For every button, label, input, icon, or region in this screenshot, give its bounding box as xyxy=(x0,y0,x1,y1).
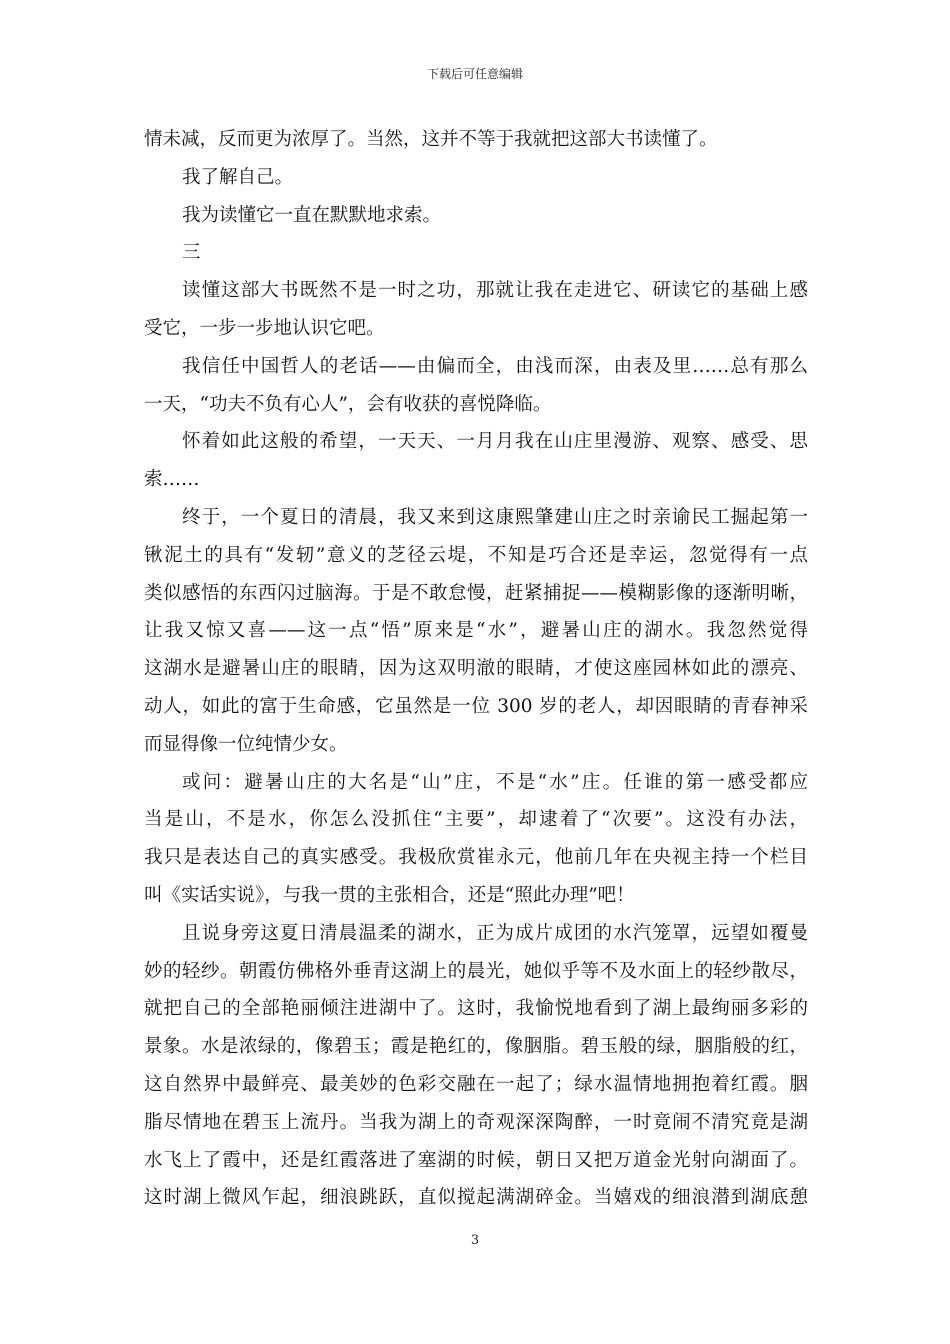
text-line: 锹泥土的具有“发轫”意义的芝径云堤，不知是巧合还是幸运，忽觉得有一点 xyxy=(144,544,808,566)
text-line: 妙的轻纱。朝霞仿佛格外垂青这湖上的晨光，她似乎等不及水面上的轻纱散尽， xyxy=(144,960,808,982)
text-line: 受它，一步一步地认识它吧。 xyxy=(144,317,385,339)
text-line: 且说身旁这夏日清晨温柔的湖水，正为成片成团的水汽笼罩，远望如覆曼 xyxy=(182,922,808,944)
section-heading: 三 xyxy=(182,242,201,264)
text-line: 这自然界中最鲜亮、最美妙的色彩交融在一起了；绿水温情地拥抱着红霞。胭 xyxy=(144,1073,808,1095)
text-line: 景象。水是浓绿的，像碧玉；霞是艳红的，像胭脂。碧玉般的绿，胭脂般的红， xyxy=(144,1036,808,1058)
text-line: 类似感悟的东西闪过脑海。于是不敢怠慢，赶紧捕捉——模糊影像的逐渐明晰， xyxy=(144,582,808,604)
text-line: 我信任中国哲人的老话——由偏而全，由浅而深，由表及里……总有那么 xyxy=(182,355,808,377)
text-line: 索…… xyxy=(144,469,200,491)
text-line: 动人，如此的富于生命感，它虽然是一位 300 岁的老人，却因眼睛的青春神采 xyxy=(144,695,808,717)
text-line: 这时湖上微风乍起，细浪跳跃，直似搅起满湖碎金。当嬉戏的细浪潜到湖底憩 xyxy=(144,1187,808,1209)
text-line: 我了解自己。 xyxy=(182,166,294,188)
text-line: 水飞上了霞中，还是红霞落进了塞湖的时候，朝日又把万道金光射向湖面了。 xyxy=(144,1149,808,1171)
text-line: 终于，一个夏日的清晨，我又来到这康熙肇建山庄之时亲谕民工掘起第一 xyxy=(182,506,808,528)
text-line: 读懂这部大书既然不是一时之功，那就让我在走进它、研读它的基础上感 xyxy=(182,280,808,302)
document-body xyxy=(144,121,808,1217)
text-line: 脂尽情地在碧玉上流丹。当我为湖上的奇观深深陶醉，一时竟闹不清究竟是湖 xyxy=(144,1111,808,1133)
text-line: 我只是表达自己的真实感受。我极欣赏崔永元，他前几年在央视主持一个栏目 xyxy=(144,847,808,869)
text-line: 而显得像一位纯情少女。 xyxy=(144,733,348,755)
text-line: 让我又惊又喜——这一点“悟”原来是“水”，避暑山庄的湖水。我忽然觉得 xyxy=(144,620,808,642)
text-line: 怀着如此这般的希望，一天天、一月月我在山庄里漫游、观察、感受、思 xyxy=(182,431,808,453)
text-line: 当是山，不是水，你怎么没抓住“主要”，却逮着了“次要”。这没有办法， xyxy=(144,809,808,831)
text-line: 叫《实话实说》，与我一贯的主张相合，还是“照此办理”吧！ xyxy=(144,884,635,906)
text-line: 情未减，反而更为浓厚了。当然，这并不等于我就把这部大书读懂了。 xyxy=(144,129,718,150)
page-header: 下载后可任意编辑 xyxy=(426,67,523,81)
text-line: 或问：避暑山庄的大名是“山”庄，不是“水”庄。任谁的第一感受都应 xyxy=(182,771,808,793)
text-line: 一天，“功夫不负有心人”，会有收获的喜悦降临。 xyxy=(144,393,552,415)
text-line: 我为读懂它一直在默默地求索。 xyxy=(182,204,442,226)
text-line: 这湖水是避暑山庄的眼睛，因为这双明澈的眼睛，才使这座园林如此的漂亮、 xyxy=(144,658,808,680)
page-number: 3 xyxy=(470,1233,480,1248)
text-line: 就把自己的全部艳丽倾注进湖中了。这时，我愉悦地看到了湖上最绚丽多彩的 xyxy=(144,998,808,1020)
